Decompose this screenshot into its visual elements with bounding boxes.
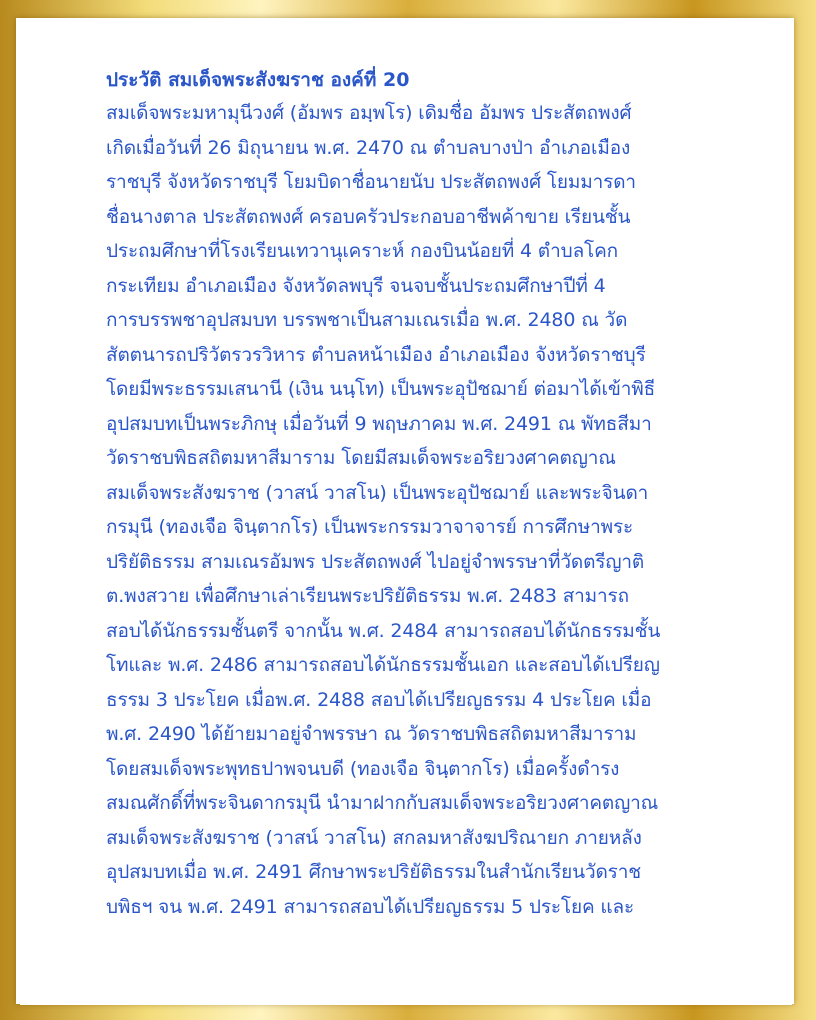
- document-line: เกิดเมื่อวันที่ 26 มิถุนายน พ.ศ. 2470 ณ ตำบลบางป่า อำเภอเมือง: [106, 136, 631, 159]
- document-title: ประวัติ สมเด็จพระสังฆราช องค์ที่ 20: [106, 69, 410, 91]
- document-line: พ.ศ. 2490 ได้ย้ายมาอยู่จำพรรษา ณ วัดราชบพิธสถิตมหาสีมาราม: [106, 723, 637, 745]
- document-line: ประถมศึกษาที่โรงเรียนเทวานุเคราะห์ กองบินน้อยที่ 4 ตำบลโคก: [106, 240, 619, 262]
- document-line: สมเด็จพระสังฆราช (วาสน์ วาสโน) เป็นพระอุปัชฌาย์ และพระจินดา: [106, 481, 649, 504]
- document-body: [106, 96, 752, 924]
- document-line: กรมุนี (ทองเจือ จินฺตากโร) เป็นพระกรรมวาจาจารย์ การศึกษาพระ: [106, 516, 634, 538]
- document-line: โทและ พ.ศ. 2486 สามารถสอบได้นักธรรมชั้นเอก และสอบได้เปรียญ: [106, 654, 660, 676]
- document-line: สอบได้นักธรรมชั้นตรี จากนั้น พ.ศ. 2484 สามารถสอบได้นักธรรมชั้น: [106, 619, 661, 642]
- document-line: สมเด็จพระสังฆราช (วาสน์ วาสโน) สกลมหาสังฆปริณายก ภายหลัง: [106, 826, 642, 849]
- document-line: ธรรม 3 ประโยค เมื่อพ.ศ. 2488 สอบได้เปรียญธรรม 4 ประโยค เมื่อ: [106, 688, 652, 711]
- document-line: ปริยัติธรรม สามเณรอัมพร ประสัตถพงศ์ ไปอยู่จำพรรษาที่วัดตรีญาติ: [106, 550, 645, 573]
- document-line: วัดราชบพิธสถิตมหาสีมาราม โดยมีสมเด็จพระอริยวงศาคตญาณ: [106, 447, 616, 469]
- document-line: บพิธฯ จน พ.ศ. 2491 สามารถสอบได้เปรียญธรรม 5 ประโยค และ: [106, 895, 635, 918]
- document-line: การบรรพชาอุปสมบท บรรพชาเป็นสามเณรเมื่อ พ.ศ. 2480 ณ วัด: [106, 309, 628, 331]
- document-line: สมณศักดิ์ที่พระจินดากรมุนี นำมาฝากกับสมเด็จพระอริยวงศาคตญาณ: [106, 792, 659, 814]
- document-line: อุปสมบทเป็นพระภิกษุ เมื่อวันที่ 9 พฤษภาคม พ.ศ. 2491 ณ พัทธสีมา: [106, 412, 652, 435]
- document-line: สัตตนารถปริวัตรวรวิหาร ตำบลหน้าเมือง อำเภอเมือง จังหวัดราชบุรี: [106, 343, 646, 366]
- document-line: โดยมีพระธรรมเสนานี (เงิน นนฺโท) เป็นพระอุปัชฌาย์ ต่อมาได้เข้าพิธี: [106, 378, 656, 400]
- document-line: อุปสมบทเมื่อ พ.ศ. 2491 ศึกษาพระปริยัติธรรมในสำนักเรียนวัดราช: [106, 861, 641, 883]
- document-line: กระเทียม อำเภอเมือง จังหวัดลพบุรี จนจบชั้นประถมศึกษาปีที่ 4: [106, 274, 606, 297]
- document-line: โดยสมเด็จพระพุทธปาพจนบดี (ทองเจือ จินฺตากโร) เมื่อครั้งดำรง: [106, 757, 620, 780]
- document-line: ต.พงสวาย เพื่อศึกษาเล่าเรียนพระปริยัติธรรม พ.ศ. 2483 สามารถ: [106, 585, 629, 607]
- document-line: สมเด็จพระมหามุนีวงศ์ (อัมพร อมฺพโร) เดิมชื่อ อัมพร ประสัตถพงศ์: [106, 102, 632, 124]
- document-page: [20, 22, 792, 1005]
- document-line: ชื่อนางตาล ประสัตถพงศ์ ครอบครัวประกอบอาชีพค้าขาย เรียนชั้น: [106, 205, 631, 228]
- document-line: ราชบุรี จังหวัดราชบุรี โยมบิดาชื่อนายนับ ประสัตถพงศ์ โยมมารดา: [106, 171, 636, 193]
